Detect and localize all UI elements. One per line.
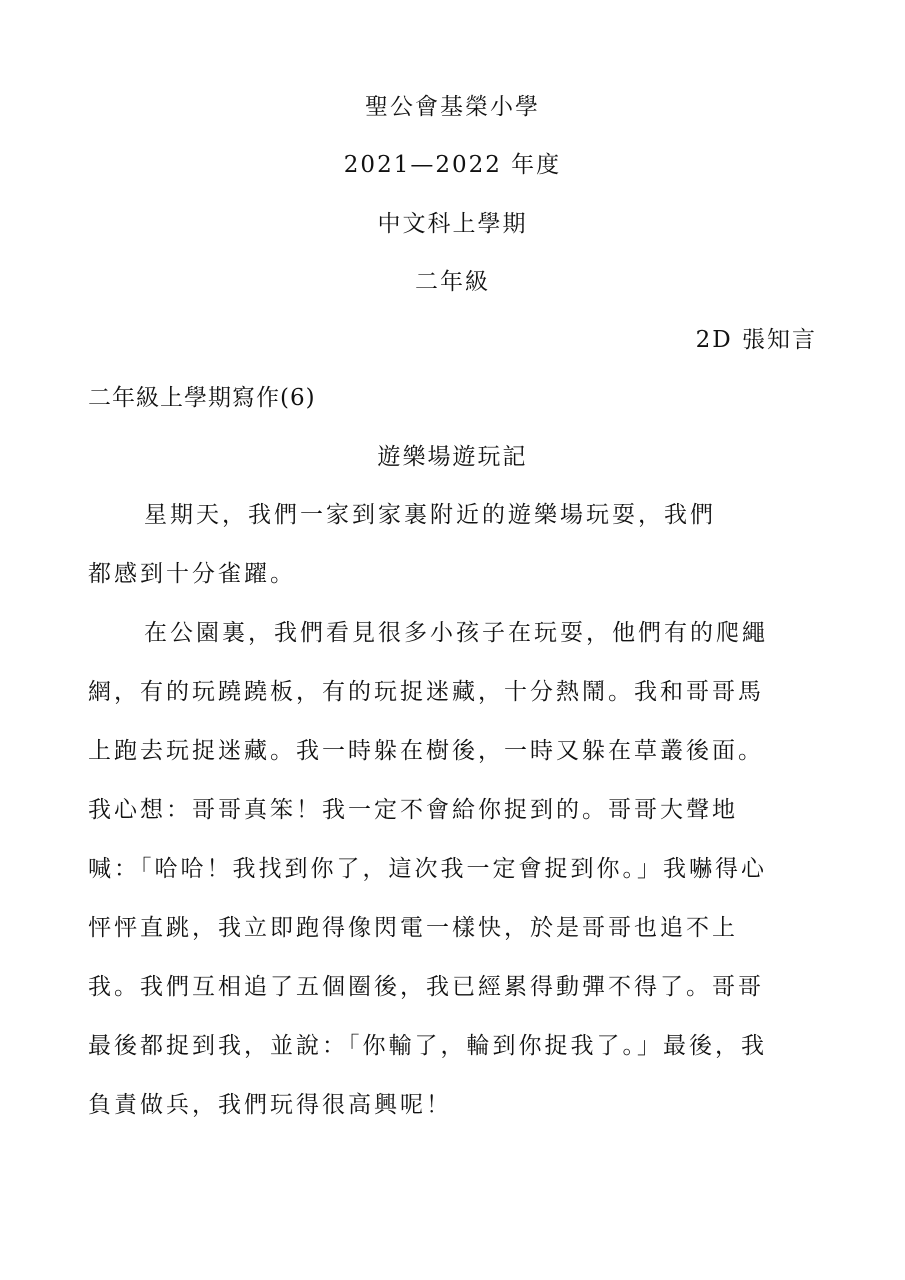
essay-line: 星期天，我們一家到家裏附近的遊樂場玩耍，我們 — [144, 502, 716, 528]
essay-line: 網，有的玩蹺蹺板，有的玩捉迷藏，十分熱鬧。我和哥哥馬 — [88, 679, 764, 705]
subject-term: 中文科上學期 — [377, 211, 528, 237]
essay-body — [88, 500, 828, 1149]
essay-line: 我。我們互相追了五個圈後，我已經累得動彈不得了。哥哥 — [88, 974, 764, 1000]
essay-line: 負責做兵，我們玩得很高興呢！ — [88, 1092, 452, 1118]
assignment-title: 二年級上學期寫作(6) — [88, 385, 316, 411]
student-name: 2D 張知言 — [695, 327, 817, 353]
school-year: 2021—2022 年度 — [343, 152, 562, 178]
essay-title: 遊樂場遊玩記 — [377, 444, 528, 470]
essay-line: 都感到十分雀躍。 — [88, 561, 296, 587]
essay-line: 我心想：哥哥真笨！我一定不會給你捉到的。哥哥大聲地 — [88, 797, 738, 823]
school-name: 聖公會基榮小學 — [365, 94, 540, 120]
grade-level: 二年級 — [415, 269, 490, 295]
essay-line: 在公園裏，我們看見很多小孩子在玩耍，他們有的爬繩 — [144, 620, 768, 646]
essay-line: 最後都捉到我，並說：「你輸了，輪到你捉我了。」最後，我 — [88, 1033, 767, 1059]
essay-line: 上跑去玩捉迷藏。我一時躲在樹後，一時又躲在草叢後面。 — [88, 738, 764, 764]
essay-line: 喊：「哈哈！我找到你了，這次我一定會捉到你。」我嚇得心 — [88, 856, 767, 882]
essay-line: 怦怦直跳，我立即跑得像閃電一樣快，於是哥哥也追不上 — [88, 915, 738, 941]
